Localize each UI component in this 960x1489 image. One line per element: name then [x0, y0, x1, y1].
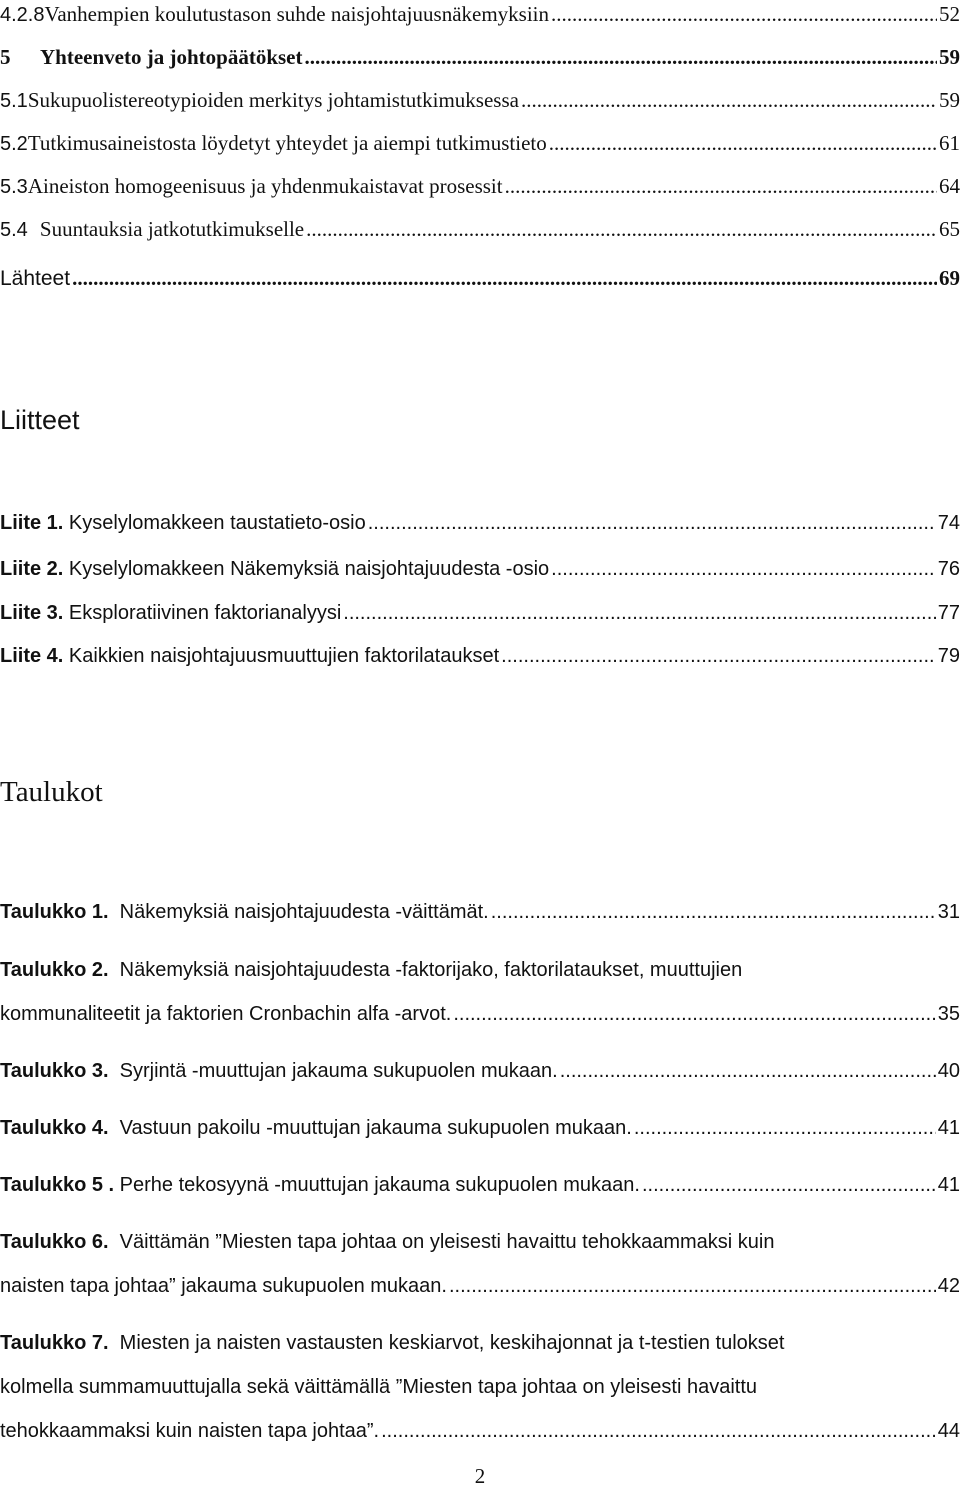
table-entry-line	[0, 1376, 757, 1399]
appendix-page: 76	[937, 558, 960, 580]
toc-leader	[642, 1174, 936, 1197]
toc-leader	[381, 1420, 936, 1443]
toc-number: 5.4	[0, 219, 28, 241]
toc-entry[interactable]	[0, 174, 960, 199]
table-title: tehokkaammaksi kuin naisten tapa johtaa”.	[0, 1420, 380, 1442]
toc-title: Lähteet	[0, 267, 71, 290]
toc-leader	[551, 2, 937, 27]
toc-title: Yhteenveto ja johtopäätökset	[40, 45, 303, 69]
table-entry[interactable]	[0, 1420, 960, 1443]
toc-entry[interactable]	[0, 217, 960, 242]
toc-leader	[305, 45, 938, 70]
toc-title: Aineiston homogeenisuus ja yhdenmukaistavat prosessit	[27, 174, 503, 198]
table-page: 40	[937, 1060, 960, 1082]
toc-page: 65	[939, 217, 960, 241]
table-label: Taulukko 2.	[0, 959, 109, 981]
table-entry[interactable]	[0, 1275, 960, 1298]
table-entry[interactable]	[0, 1003, 960, 1026]
toc-number: 5.2	[0, 133, 28, 155]
toc-leader	[453, 1003, 935, 1026]
table-page: 35	[937, 1003, 960, 1025]
appendix-page: 77	[937, 602, 960, 624]
toc-page: 61	[939, 131, 960, 155]
table-page: 31	[937, 901, 960, 923]
toc-entry[interactable]	[0, 266, 960, 291]
table-title: kommunaliteetit ja faktorien Cronbachin alfa -arvot.	[0, 1003, 452, 1025]
appendix-page: 74	[937, 512, 960, 534]
toc-leader	[368, 512, 936, 535]
table-entry-line[interactable]	[0, 1231, 774, 1254]
appendix-entry[interactable]	[0, 512, 960, 535]
appendix-label: Liite 4. Kaikkien naisjohtajuusmuuttujien faktorilataukset	[0, 645, 500, 667]
toc-title: Suuntauksia jatkotutkimukselle	[39, 217, 305, 241]
toc-title: Vanhempien koulutustason suhde naisjohtajuusnäkemyksiin	[44, 2, 550, 26]
toc-leader	[501, 645, 936, 668]
table-title: naisten tapa johtaa” jakauma sukupuolen mukaan.	[0, 1275, 447, 1297]
toc-title: Tutkimusaineistosta löydetyt yhteydet ja aiempi tutkimustieto	[27, 131, 547, 155]
toc-leader	[560, 1060, 936, 1083]
toc-number: 5.1	[0, 90, 28, 112]
table-title: kolmella summamuuttujalla sekä väittämällä ”Miesten tapa johtaa on yleisesti havaittu	[0, 1376, 758, 1398]
toc-leader	[549, 131, 937, 156]
toc-leader	[343, 602, 935, 625]
appendix-entry[interactable]	[0, 602, 960, 625]
table-label: Taulukko 6.	[0, 1231, 109, 1253]
toc-leader	[306, 217, 937, 242]
table-entry[interactable]	[0, 1060, 960, 1083]
table-title: Näkemyksiä naisjohtajuudesta -faktorijako, faktorilataukset, muuttujien	[119, 959, 743, 981]
toc-page: 69	[939, 266, 960, 290]
table-label: Taulukko 7.	[0, 1332, 109, 1354]
appendix-label: Liite 1. Kyselylomakkeen taustatieto-osio	[0, 512, 366, 534]
toc-entry[interactable]	[0, 88, 960, 113]
table-entry[interactable]	[0, 1117, 960, 1140]
table-page: 41	[937, 1117, 960, 1139]
table-label: Taulukko 3. Syrjintä -muuttujan jakauma sukupuolen mukaan.	[0, 1060, 558, 1082]
toc-leader	[521, 88, 937, 113]
table-label: Taulukko 5 . Perhe tekosyynä -muuttujan jakauma sukupuolen mukaan.	[0, 1174, 640, 1196]
page-number: 2	[474, 1464, 486, 1488]
toc-entry[interactable]	[0, 2, 960, 27]
appendix-label: Liite 2. Kyselylomakkeen Näkemyksiä naisjohtajuudesta -osio	[0, 558, 550, 580]
toc-entry[interactable]	[0, 45, 960, 70]
toc-title: Sukupuolistereotypioiden merkitys johtamistutkimuksessa	[27, 88, 519, 112]
table-page: 42	[937, 1275, 960, 1297]
table-entry[interactable]	[0, 1174, 960, 1197]
toc-leader	[449, 1275, 936, 1298]
toc-leader	[551, 558, 936, 581]
appendix-entry[interactable]	[0, 558, 960, 581]
toc-page: 52	[939, 2, 960, 26]
toc-number: 5	[0, 45, 11, 69]
table-label: Taulukko 1. Näkemyksiä naisjohtajuudesta -väittämät.	[0, 901, 489, 923]
toc-number: 4.2.8	[0, 4, 45, 26]
table-page: 41	[937, 1174, 960, 1196]
toc-page: 59	[939, 45, 960, 69]
table-entry-line[interactable]	[0, 959, 742, 982]
toc-leader	[72, 266, 937, 291]
toc-number: 5.3	[0, 176, 28, 198]
tables-heading: Taulukot	[0, 776, 103, 808]
appendix-page: 79	[937, 645, 960, 667]
toc-leader	[634, 1117, 936, 1140]
appendices-heading: Liitteet	[0, 405, 80, 435]
table-label: Taulukko 4. Vastuun pakoilu -muuttujan jakauma sukupuolen mukaan.	[0, 1117, 632, 1139]
toc-leader	[491, 901, 936, 924]
table-entry[interactable]	[0, 901, 960, 924]
toc-leader	[505, 174, 937, 199]
table-page: 44	[937, 1420, 960, 1442]
table-entry-line[interactable]	[0, 1332, 784, 1355]
toc-entry[interactable]	[0, 131, 960, 156]
table-title: Väittämän ”Miesten tapa johtaa on yleisesti havaittu tehokkaammaksi kuin	[119, 1231, 775, 1253]
appendix-entry[interactable]	[0, 645, 960, 668]
appendix-label: Liite 3. Eksploratiivinen faktorianalyysi	[0, 602, 342, 624]
toc-page: 59	[939, 88, 960, 112]
toc-page: 64	[939, 174, 960, 198]
table-title: Miesten ja naisten vastausten keskiarvot, keskihajonnat ja t-testien tulokset	[119, 1332, 785, 1354]
